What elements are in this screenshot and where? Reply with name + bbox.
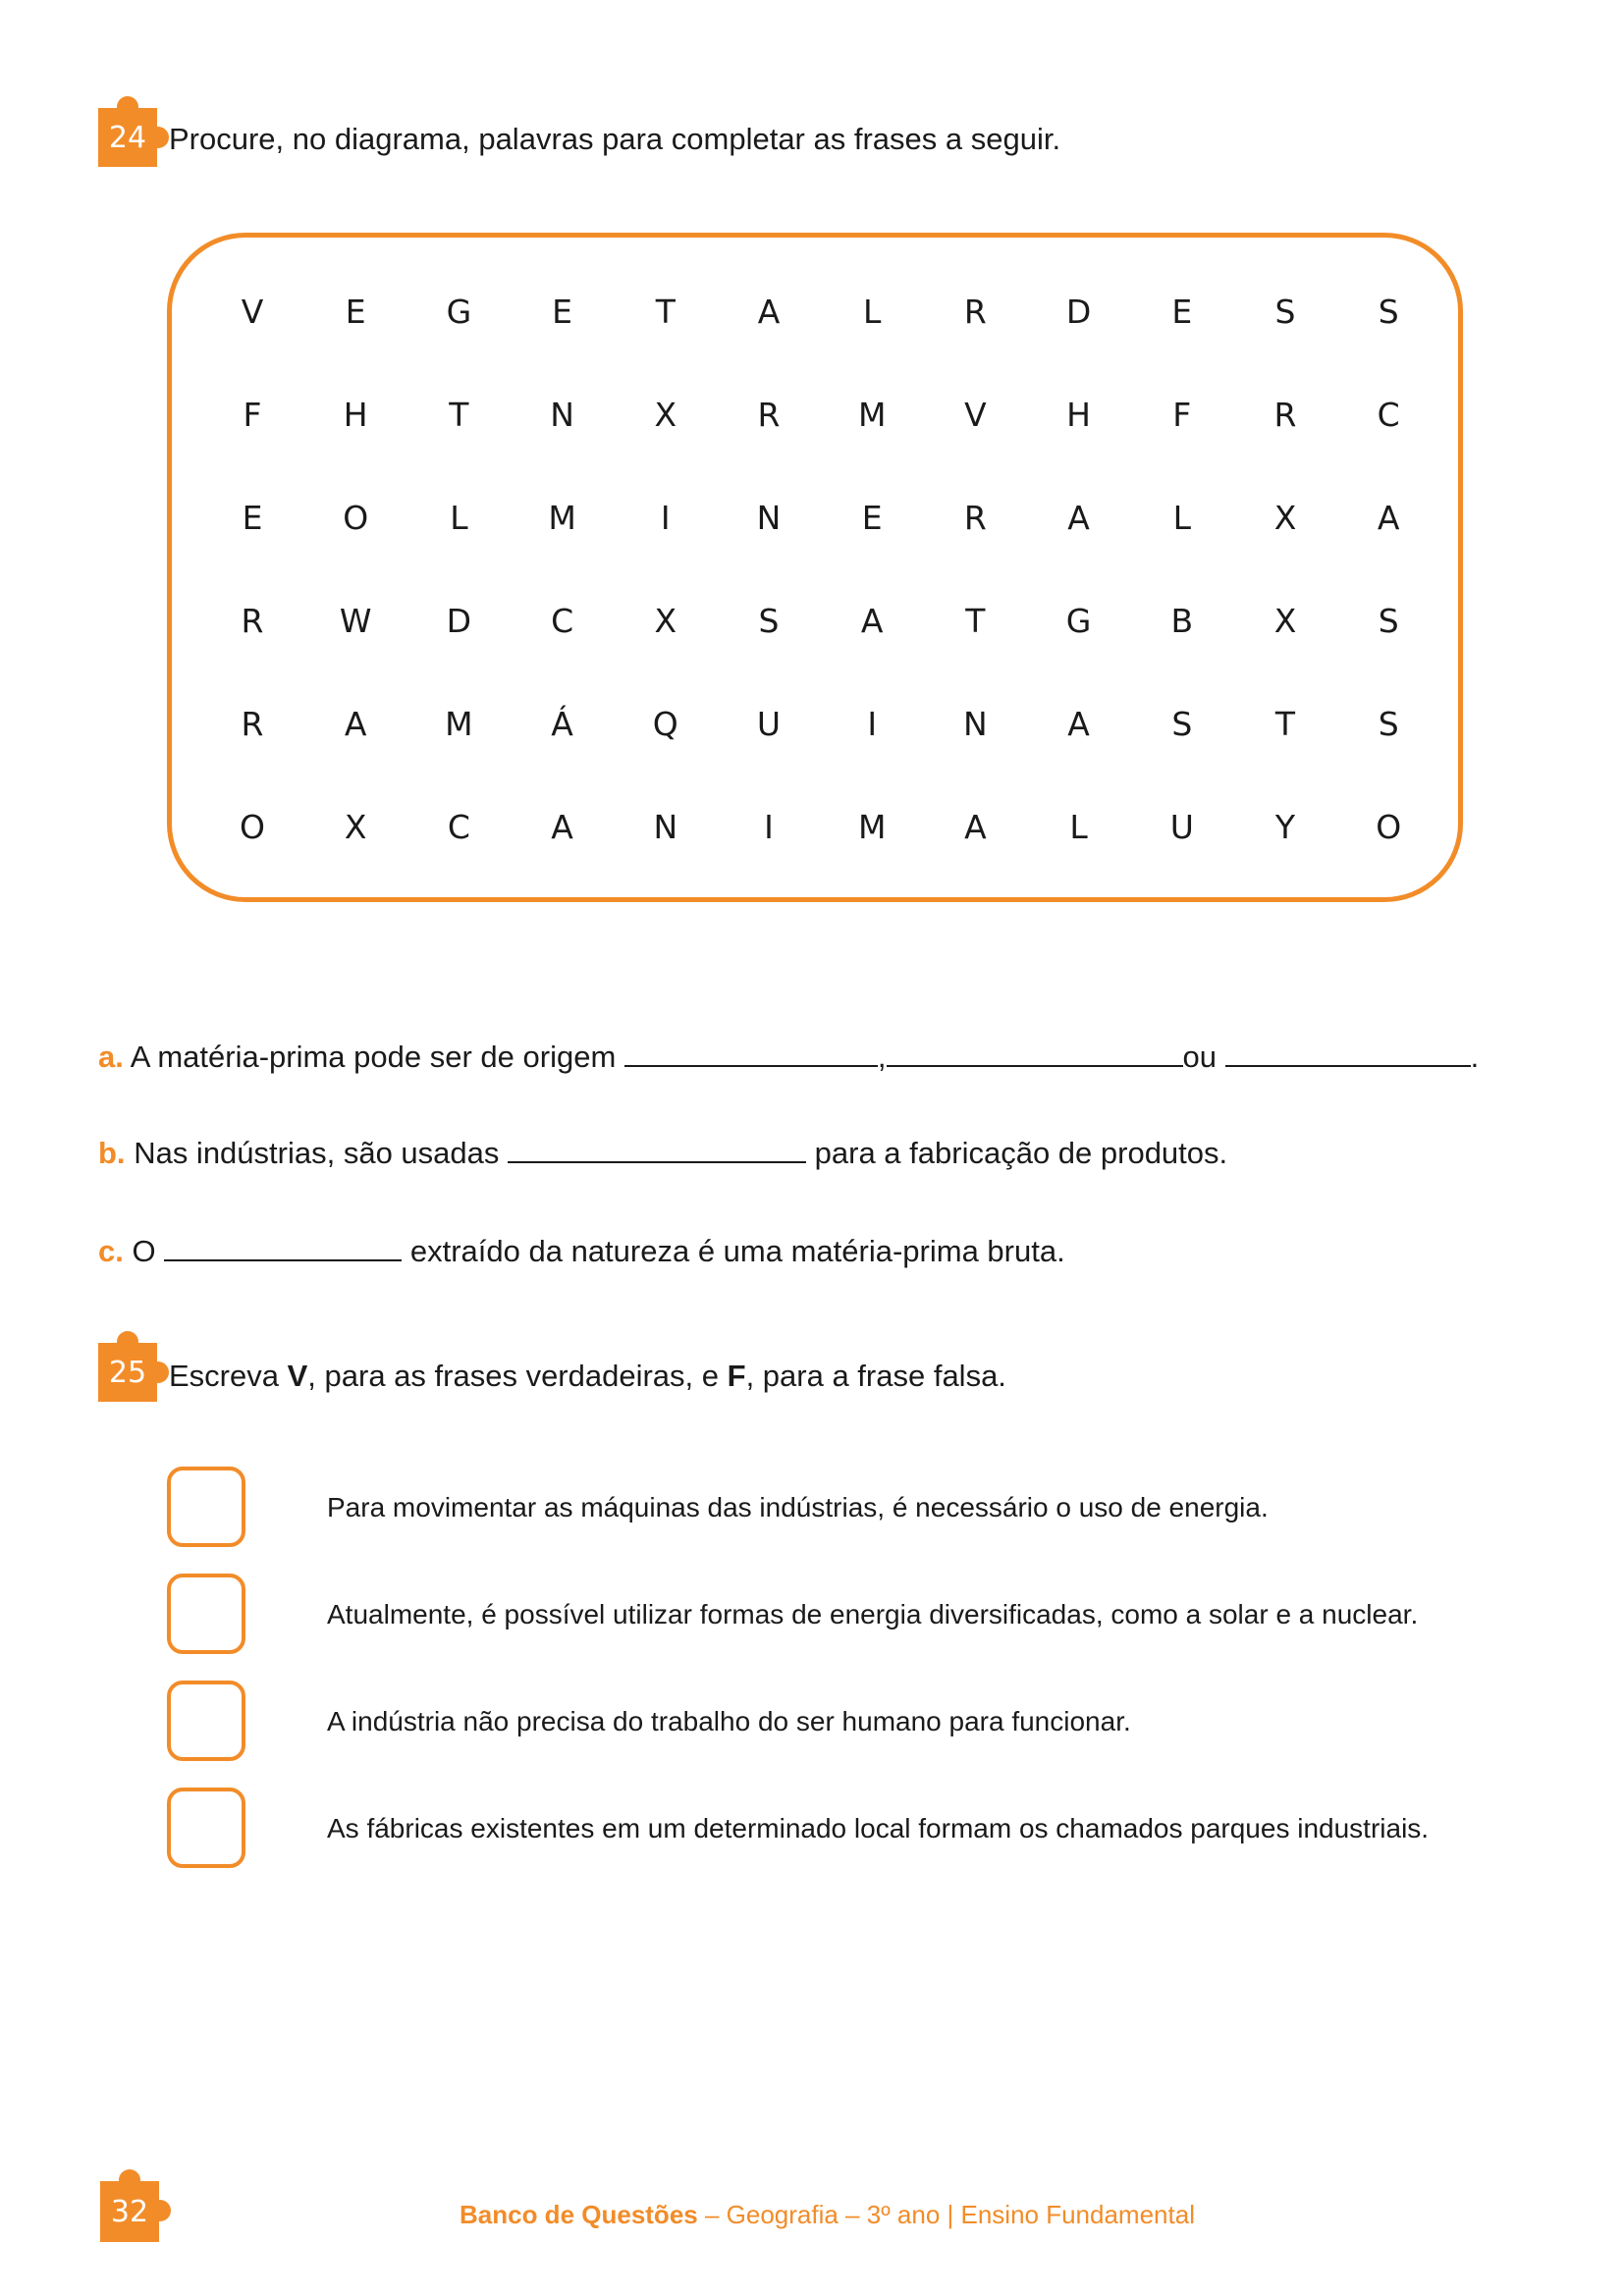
grid-letter: S bbox=[1171, 705, 1193, 743]
grid-letter: N bbox=[550, 396, 574, 434]
grid-letter: D bbox=[1065, 293, 1092, 331]
grid-letter: I bbox=[660, 499, 671, 537]
grid-letter: V bbox=[964, 396, 987, 434]
footer-text bbox=[460, 2200, 1195, 2230]
sentence-a-blank-3[interactable] bbox=[1225, 1038, 1471, 1067]
grid-letter: C bbox=[551, 602, 574, 640]
answer-box-4[interactable] bbox=[167, 1788, 245, 1868]
statement-4: As fábricas existentes em um determinado local formam os chamados parques industriais. bbox=[327, 1813, 1430, 1843]
grid-letter: T bbox=[1274, 705, 1296, 743]
sentence-b-text: Nas indústrias, são usadas bbox=[134, 1136, 500, 1170]
sentence-c bbox=[98, 1232, 1065, 1271]
grid-letter: C bbox=[447, 808, 470, 846]
grid-letter: R bbox=[241, 705, 264, 743]
grid-letter: A bbox=[551, 808, 573, 846]
question-25-badge bbox=[98, 1343, 157, 1402]
sentence-b-label: b. bbox=[98, 1136, 126, 1170]
footer-subtitle: – Geografia – 3º ano | Ensino Fundamental bbox=[697, 2200, 1195, 2229]
grid-letter: L bbox=[862, 293, 882, 331]
grid-letter: A bbox=[344, 705, 367, 743]
grid-letter: M bbox=[857, 808, 887, 846]
sentence-a-or: ou bbox=[1182, 1040, 1218, 1074]
grid-letter: O bbox=[1376, 808, 1402, 846]
grid-letter: H bbox=[1066, 396, 1091, 434]
answer-box-3[interactable] bbox=[167, 1681, 245, 1761]
grid-letter: I bbox=[764, 808, 774, 846]
sentence-a-blank-1[interactable] bbox=[624, 1038, 878, 1067]
grid-letter: V bbox=[241, 293, 264, 331]
sentence-b-after: para a fabricação de produtos. bbox=[814, 1136, 1228, 1170]
grid-letter: U bbox=[756, 705, 782, 743]
grid-letter: R bbox=[963, 293, 987, 331]
grid-letter: R bbox=[963, 499, 987, 537]
grid-letter: H bbox=[343, 396, 368, 434]
page-number-badge bbox=[100, 2181, 159, 2242]
prompt-part: , para as frases verdadeiras, e bbox=[307, 1359, 728, 1393]
grid-letter: E bbox=[1171, 293, 1193, 331]
grid-letter: E bbox=[345, 293, 366, 331]
sentence-a-text: A matéria-prima pode ser de origem bbox=[130, 1040, 617, 1074]
sentence-a-end: . bbox=[1470, 1040, 1480, 1074]
grid-letter: Á bbox=[551, 705, 573, 743]
question-24-badge bbox=[98, 108, 157, 167]
grid-letter: R bbox=[1273, 396, 1297, 434]
sentence-a-label: a. bbox=[98, 1040, 124, 1074]
sentence-a-comma: , bbox=[877, 1040, 887, 1074]
grid-letter: Q bbox=[652, 705, 678, 743]
grid-letter: A bbox=[757, 293, 781, 331]
grid-letter: F bbox=[1172, 396, 1192, 434]
prompt-false-letter: F bbox=[727, 1359, 746, 1393]
grid-letter: G bbox=[446, 293, 472, 331]
sentence-a bbox=[98, 1038, 1479, 1077]
footer-book-title: Banco de Questões bbox=[460, 2200, 698, 2229]
grid-letter: Y bbox=[1274, 808, 1296, 846]
grid-letter: L bbox=[450, 499, 468, 537]
sentence-c-label: c. bbox=[98, 1234, 124, 1268]
grid-letter: N bbox=[756, 499, 782, 537]
prompt-part: , para a frase falsa. bbox=[745, 1359, 1006, 1393]
statement-1: Para movimentar as máquinas das indústrias, é necessário o uso de energia. bbox=[327, 1492, 1269, 1522]
grid-letter: S bbox=[1378, 705, 1399, 743]
grid-letter: O bbox=[343, 499, 369, 537]
grid-letter: A bbox=[1067, 705, 1090, 743]
grid-letter: X bbox=[654, 602, 677, 640]
answer-box-2[interactable] bbox=[167, 1574, 245, 1654]
grid-letter: T bbox=[655, 293, 676, 331]
sentence-b-blank[interactable] bbox=[508, 1134, 806, 1163]
question-24-prompt: Procure, no diagrama, palavras para completar as frases a seguir. bbox=[169, 122, 1061, 156]
answer-box-1[interactable] bbox=[167, 1467, 245, 1547]
sentence-c-text: O bbox=[132, 1234, 156, 1268]
grid-letter: N bbox=[653, 808, 678, 846]
grid-letter: D bbox=[446, 602, 472, 640]
sentence-c-after: extraído da natureza é uma matéria-prima bruta. bbox=[409, 1234, 1065, 1268]
grid-letter: W bbox=[339, 602, 372, 640]
grid-letter: N bbox=[963, 705, 988, 743]
word-search-diagram bbox=[167, 233, 1463, 902]
grid-letter: E bbox=[552, 293, 573, 331]
grid-letter: X bbox=[1273, 499, 1297, 537]
grid-letter: S bbox=[1378, 602, 1399, 640]
question-number: 24 bbox=[108, 120, 147, 155]
grid-letter: M bbox=[548, 499, 576, 537]
grid-letter: M bbox=[857, 396, 887, 434]
grid-letter: L bbox=[1172, 499, 1191, 537]
grid-letter: F bbox=[243, 396, 262, 434]
question-number: 25 bbox=[108, 1355, 147, 1390]
grid-letter: S bbox=[758, 602, 780, 640]
grid-letter: I bbox=[867, 705, 878, 743]
grid-letter: R bbox=[757, 396, 781, 434]
grid-letter: A bbox=[1067, 499, 1090, 537]
grid-letter: G bbox=[1065, 602, 1092, 640]
grid-letter: B bbox=[1170, 602, 1194, 640]
question-25-prompt bbox=[169, 1357, 1006, 1396]
grid-letter: O bbox=[240, 808, 265, 846]
grid-letter: U bbox=[1169, 808, 1194, 846]
page-number: 32 bbox=[110, 2194, 149, 2229]
statement-3: A indústria não precisa do trabalho do ser humano para funcionar. bbox=[327, 1706, 1131, 1736]
grid-letter: X bbox=[1273, 602, 1297, 640]
grid-letter: C bbox=[1377, 396, 1400, 434]
grid-letter: M bbox=[445, 705, 473, 743]
prompt-true-letter: V bbox=[287, 1359, 308, 1393]
sentence-b bbox=[98, 1134, 1227, 1173]
grid-letter: L bbox=[1069, 808, 1088, 846]
grid-letter: T bbox=[965, 602, 986, 640]
grid-letter: R bbox=[241, 602, 264, 640]
grid-letter: T bbox=[449, 396, 469, 434]
grid-letter: S bbox=[1378, 293, 1399, 331]
sentence-a-blank-2[interactable] bbox=[887, 1038, 1183, 1067]
grid-letter: A bbox=[964, 808, 987, 846]
grid-letter: X bbox=[344, 808, 367, 846]
statement-2: Atualmente, é possível utilizar formas de energia diversificadas, como a solar e a nuclear. bbox=[327, 1599, 1419, 1629]
grid-letter: E bbox=[861, 499, 883, 537]
sentence-c-blank[interactable] bbox=[164, 1232, 402, 1261]
grid-letter: E bbox=[242, 499, 263, 537]
prompt-part: Escreva bbox=[169, 1359, 288, 1393]
grid-letter: X bbox=[654, 396, 677, 434]
grid-letter: A bbox=[860, 602, 884, 640]
grid-letter: S bbox=[1274, 293, 1296, 331]
grid-letter: A bbox=[1377, 499, 1400, 537]
